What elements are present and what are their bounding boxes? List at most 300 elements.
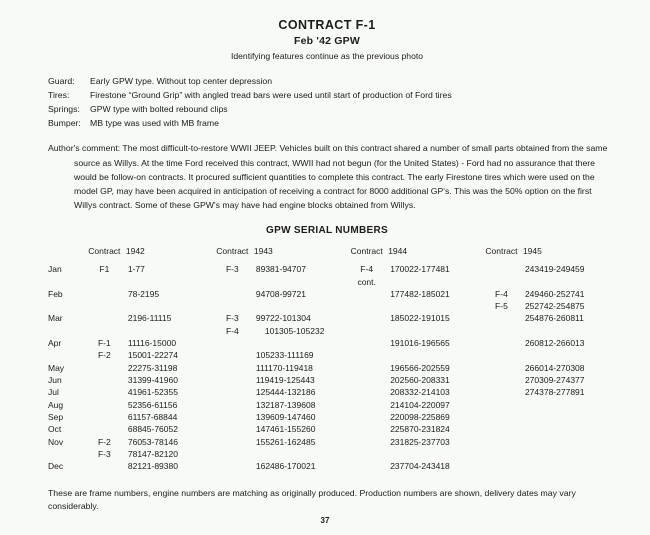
cell-line: 78147-82120 <box>127 448 178 459</box>
cell-stack <box>211 362 254 374</box>
row-month-label: Jan <box>48 264 62 275</box>
cell-line: 125444-132186 <box>255 387 316 398</box>
table-row <box>48 337 610 362</box>
cell-stack <box>480 436 523 448</box>
cell-contract2 <box>211 337 254 362</box>
page-number: 37 <box>320 516 330 525</box>
cell-contract4 <box>480 374 523 386</box>
spec-value: Early GPW type. Without top center depression <box>90 76 273 87</box>
cell-line: 139609-147460 <box>255 411 316 422</box>
cell-contract2 <box>211 263 254 288</box>
cell-year1943 <box>254 399 345 411</box>
table-row <box>48 436 610 461</box>
cell-stack <box>388 337 480 349</box>
cell-year1945 <box>523 263 610 288</box>
cell-stack <box>345 460 388 472</box>
author-comment <box>48 141 608 211</box>
table-row <box>48 362 610 374</box>
cell-contract1 <box>83 337 126 362</box>
cell-stack <box>345 436 388 448</box>
cell-stack <box>211 423 254 435</box>
cell-year1945 <box>523 423 610 435</box>
cell-stack <box>345 288 388 300</box>
spec-value: Firestone “Ground Grip” with angled tread bars were used until start of production of Ford tires <box>90 90 452 101</box>
table-row <box>48 374 610 386</box>
cell-year1942 <box>126 263 211 288</box>
cell-contract2 <box>211 374 254 386</box>
cell-stack <box>345 337 388 349</box>
row-month-label: Mar <box>48 313 63 324</box>
cell-stack <box>345 411 388 423</box>
cell-contract1 <box>83 399 126 411</box>
cell-stack <box>211 399 254 411</box>
cell-stack <box>211 436 254 448</box>
row-month-label: Aug <box>48 399 64 410</box>
spec-row <box>48 75 610 89</box>
cell-year1943 <box>254 423 345 435</box>
cell-line: F-4 <box>495 288 508 299</box>
cell-stack <box>211 411 254 423</box>
cell-line: 155261-162485 <box>255 436 316 447</box>
cell-stack <box>523 399 610 411</box>
spec-row <box>48 117 610 131</box>
cell-stack <box>211 312 254 337</box>
cell-stack <box>254 263 345 275</box>
cell-line: 214104-220097 <box>390 399 450 410</box>
cell-stack <box>211 337 254 349</box>
column-header-contract-1944: Contract <box>350 245 383 256</box>
cell-line: 94708-99721 <box>255 288 306 299</box>
cell-contract3 <box>345 436 388 461</box>
cell-stack <box>254 436 345 448</box>
spec-value: GPW type with bolted rebound clips <box>90 103 228 114</box>
cell-stack <box>388 362 480 374</box>
cell-contract4 <box>480 386 523 398</box>
cell-year1944 <box>388 399 480 411</box>
cell-stack <box>254 312 345 337</box>
cell-contract3 <box>345 423 388 435</box>
cell-year1945 <box>523 460 610 472</box>
cell-stack <box>126 423 211 435</box>
cell-line: 202560-208331 <box>390 375 450 386</box>
cell-stack <box>211 460 254 472</box>
cell-contract3 <box>345 337 388 362</box>
cell-stack <box>523 337 610 349</box>
cell-stack <box>480 411 523 423</box>
spec-label: Springs: <box>48 103 80 114</box>
table-body <box>48 263 610 472</box>
cell-contract2 <box>211 362 254 374</box>
cell-year1945 <box>523 386 610 398</box>
cell-stack <box>480 374 523 386</box>
cell-contract4 <box>480 288 523 313</box>
cell-year1944 <box>388 263 480 288</box>
cell-contract2 <box>211 423 254 435</box>
cell-year1943 <box>254 337 345 362</box>
photo-caption: Identifying features continue as the previous photo <box>230 51 424 62</box>
cell-line: 270309-274377 <box>524 375 585 386</box>
cell-line: 225870-231824 <box>390 424 450 435</box>
cell-stack <box>480 263 523 275</box>
cell-line: 208332-214103 <box>390 387 450 398</box>
cell-line: 237704-243418 <box>390 461 450 472</box>
cell-year1945 <box>523 374 610 386</box>
cell-line: 1-77 <box>127 264 145 275</box>
column-header-contract-1943: Contract <box>216 245 249 256</box>
row-month-label: Dec <box>48 461 64 472</box>
cell-year1944 <box>388 374 480 386</box>
cell-year1943 <box>254 263 345 288</box>
cell-line: 162486-170021 <box>255 461 316 472</box>
cell-line: 260812-266013 <box>524 338 585 349</box>
cell-contract4 <box>480 263 523 288</box>
cell-year1944 <box>388 460 480 472</box>
cell-stack <box>126 411 211 423</box>
cell-year1942 <box>126 399 211 411</box>
spec-value: MB type was used with MB frame <box>90 117 219 128</box>
cell-year1944 <box>388 436 480 461</box>
cell-line: 99722-101304 <box>255 313 311 324</box>
cell-contract4 <box>480 411 523 423</box>
row-month-label: Sep <box>48 411 64 422</box>
cell-stack <box>388 386 480 398</box>
cell-stack <box>345 423 388 435</box>
cell-year1943 <box>254 436 345 461</box>
cell-stack <box>254 460 345 472</box>
cell-stack <box>83 460 126 472</box>
spec-row <box>48 103 610 117</box>
cell-stack <box>254 362 345 374</box>
cell-stack <box>345 312 388 324</box>
cell-stack <box>388 399 480 411</box>
cell-stack <box>388 411 480 423</box>
cell-year1942 <box>126 436 211 461</box>
row-month-label: May <box>48 362 65 373</box>
cell-year1945 <box>523 411 610 423</box>
cell-contract2 <box>211 288 254 313</box>
cell-stack <box>523 436 610 448</box>
column-header-contract-1945: Contract <box>485 245 518 256</box>
cell-contract3 <box>345 263 388 288</box>
cell-year1942 <box>126 386 211 398</box>
cell-line: 147461-155260 <box>255 424 316 435</box>
cell-line: 52356-61156 <box>127 399 178 410</box>
cell-contract4 <box>480 399 523 411</box>
cell-contract3 <box>345 312 388 337</box>
cell-year1944 <box>388 337 480 362</box>
cell-stack <box>83 374 126 386</box>
cell-stack <box>345 374 388 386</box>
cell-contract4 <box>480 423 523 435</box>
cell-stack <box>523 362 610 374</box>
cell-stack <box>254 288 345 300</box>
cell-stack <box>345 399 388 411</box>
cell-line: F-4 <box>225 325 239 336</box>
cell-stack <box>83 411 126 423</box>
cell-line: 252742-254875 <box>524 301 585 312</box>
cell-year1942 <box>126 423 211 435</box>
cell-stack <box>388 374 480 386</box>
table-row <box>48 386 610 398</box>
cell-contract1 <box>83 460 126 472</box>
cell-line: F-1 <box>97 338 111 349</box>
cell-year1943 <box>254 312 345 337</box>
cell-stack <box>126 436 211 461</box>
cell-line: 196566-202559 <box>390 362 450 373</box>
cell-contract2 <box>211 411 254 423</box>
row-month-label: Feb <box>48 288 63 299</box>
table-row <box>48 411 610 423</box>
cell-stack <box>523 312 610 324</box>
cell-stack <box>254 386 345 398</box>
table-row <box>48 460 610 472</box>
cell-contract1 <box>83 263 126 288</box>
cell-year1943 <box>254 374 345 386</box>
table-header <box>48 245 610 263</box>
cell-contract3 <box>345 460 388 472</box>
cell-year1945 <box>523 312 610 337</box>
cell-year1945 <box>523 337 610 362</box>
cell-stack <box>345 263 388 288</box>
cell-contract2 <box>211 460 254 472</box>
cell-year1942 <box>126 288 211 313</box>
column-header-1944: 1944 <box>388 245 408 256</box>
cell-stack <box>126 460 211 472</box>
cell-line: F-3 <box>225 313 239 324</box>
cell-stack <box>480 460 523 472</box>
cell-year1945 <box>523 399 610 411</box>
author-comment-text: Author's comment: The most difficult-to-restore WWII JEEP. Vehicles built on this contract shared a number of small parts obtained from the same source as Willys. At the time Ford received this contract, WWII had not begun (for the United States) - Ford had no assurance that there would be follow-on contracts. It procured sufficient quantities to complete this contract. The early Firestone tires which were used on the model GP, may have been acquired in anticipation of receiving a contract for 8000 additional GP's. This was the 50% option on the first Willys contract. Some of these GPW's may have had engine blocks obtained from Willys. <box>48 143 608 210</box>
cell-line: 82121-89380 <box>127 461 178 472</box>
row-month-label: Nov <box>48 436 64 447</box>
cell-contract4 <box>480 312 523 337</box>
cell-stack <box>83 362 126 374</box>
cell-line: 111170-119418 <box>255 362 313 373</box>
cell-stack <box>345 386 388 398</box>
cell-stack <box>126 337 211 362</box>
cell-contract3 <box>345 288 388 313</box>
cell-stack <box>523 460 610 472</box>
cell-stack <box>254 337 345 362</box>
cell-stack <box>388 423 480 435</box>
cell-stack <box>388 460 480 472</box>
cell-stack <box>254 411 345 423</box>
cell-line: 68845-76052 <box>127 424 178 435</box>
cell-year1942 <box>126 362 211 374</box>
cell-stack <box>254 399 345 411</box>
cell-year1942 <box>126 411 211 423</box>
page-title: CONTRACT F-1 <box>278 18 376 32</box>
cell-stack <box>211 263 254 275</box>
cell-line: F-3 <box>97 448 111 459</box>
cell-contract3 <box>345 386 388 398</box>
table-row <box>48 312 610 337</box>
cell-line: 132187-139608 <box>255 399 316 410</box>
cell-stack <box>126 386 211 398</box>
cell-line: F-4 <box>360 264 374 275</box>
cell-stack <box>126 362 211 374</box>
table-row <box>48 288 610 313</box>
cell-stack <box>126 312 211 324</box>
table-row <box>48 423 610 435</box>
cell-stack <box>345 362 388 374</box>
cell-year1945 <box>523 436 610 461</box>
cell-contract3 <box>345 374 388 386</box>
cell-year1944 <box>388 411 480 423</box>
cell-stack <box>211 374 254 386</box>
row-month-label: Oct <box>48 424 62 435</box>
cell-stack <box>83 399 126 411</box>
cell-year1942 <box>126 312 211 337</box>
cell-stack <box>523 423 610 435</box>
cell-stack <box>523 386 610 398</box>
cell-line: F-2 <box>97 436 111 447</box>
cell-line: 89381-94707 <box>255 264 306 275</box>
cell-stack <box>254 374 345 386</box>
cell-contract4 <box>480 362 523 374</box>
cell-stack <box>388 312 480 324</box>
column-header-month <box>48 245 83 263</box>
cell-line: 76053-78146 <box>127 436 178 447</box>
title-block <box>44 18 610 62</box>
spec-label: Guard: <box>48 76 75 87</box>
table-footnote: These are frame numbers, engine numbers are matching as originally produced. Production numbers are shown, delivery dates may vary considerably. <box>48 487 576 512</box>
cell-stack <box>388 263 480 275</box>
page-subtitle: Feb '42 GPW <box>294 34 360 47</box>
cell-year1944 <box>388 362 480 374</box>
cell-line: 31399-41960 <box>127 375 178 386</box>
cell-year1943 <box>254 460 345 472</box>
cell-stack <box>83 337 126 362</box>
row-month-label: Jul <box>48 387 59 398</box>
specification-list <box>48 75 610 130</box>
cell-line: F-3 <box>225 264 239 275</box>
table-row <box>48 263 610 288</box>
column-header-contract-1942: Contract <box>88 245 121 256</box>
cell-contract4 <box>480 436 523 461</box>
spec-label: Bumper: <box>48 117 81 128</box>
cell-stack <box>126 399 211 411</box>
cell-year1944 <box>388 288 480 313</box>
cell-line: cont. <box>357 276 376 287</box>
cell-contract4 <box>480 460 523 472</box>
cell-stack <box>480 386 523 398</box>
cell-line: 78-2195 <box>127 288 160 299</box>
cell-stack <box>480 362 523 374</box>
spec-row <box>48 89 610 103</box>
cell-line: F-2 <box>97 350 111 361</box>
cell-stack <box>480 337 523 349</box>
cell-contract1 <box>83 288 126 313</box>
cell-year1942 <box>126 337 211 362</box>
cell-line: 101305-105232 <box>264 325 325 336</box>
cell-contract3 <box>345 399 388 411</box>
cell-line: 105233-111169 <box>255 350 314 361</box>
cell-contract1 <box>83 411 126 423</box>
cell-line: F-5 <box>495 301 508 312</box>
cell-year1944 <box>388 386 480 398</box>
cell-year1945 <box>523 288 610 313</box>
cell-year1944 <box>388 423 480 435</box>
cell-contract2 <box>211 399 254 411</box>
cell-line: 22275-31198 <box>127 362 178 373</box>
cell-line: 185022-191015 <box>390 313 450 324</box>
cell-stack <box>388 288 480 300</box>
cell-stack <box>523 288 610 313</box>
cell-contract1 <box>83 362 126 374</box>
cell-stack <box>480 399 523 411</box>
cell-contract2 <box>211 386 254 398</box>
cell-line: 2196-11115 <box>127 313 172 324</box>
cell-stack <box>126 374 211 386</box>
cell-contract1 <box>83 386 126 398</box>
cell-stack <box>523 374 610 386</box>
cell-contract2 <box>211 436 254 461</box>
cell-contract1 <box>83 374 126 386</box>
cell-stack <box>83 436 126 461</box>
cell-stack <box>211 386 254 398</box>
row-month-label: Jun <box>48 375 62 386</box>
cell-contract2 <box>211 312 254 337</box>
cell-year1945 <box>523 362 610 374</box>
cell-year1943 <box>254 386 345 398</box>
cell-year1943 <box>254 411 345 423</box>
column-header-1945: 1945 <box>522 245 542 256</box>
cell-stack <box>480 423 523 435</box>
row-month-label: Apr <box>48 338 62 349</box>
cell-line: 266014-270308 <box>524 362 585 373</box>
cell-line: F1 <box>99 264 110 275</box>
cell-line: 254876-260811 <box>524 313 584 324</box>
cell-line: 15001-22274 <box>127 350 178 361</box>
cell-stack <box>83 288 126 300</box>
cell-stack <box>388 436 480 448</box>
cell-year1942 <box>126 374 211 386</box>
cell-stack <box>83 386 126 398</box>
cell-contract3 <box>345 362 388 374</box>
cell-year1943 <box>254 288 345 313</box>
cell-line <box>256 337 345 349</box>
cell-year1944 <box>388 312 480 337</box>
cell-year1943 <box>254 362 345 374</box>
spec-label: Tires: <box>48 90 70 101</box>
cell-line: 170022-177481 <box>390 264 450 275</box>
cell-year1942 <box>126 460 211 472</box>
cell-contract3 <box>345 411 388 423</box>
cell-line: 243419-249459 <box>524 264 585 275</box>
cell-stack <box>83 423 126 435</box>
cell-stack <box>83 312 126 324</box>
cell-stack <box>211 288 254 300</box>
serial-numbers-table <box>48 245 610 473</box>
cell-stack <box>523 263 610 275</box>
table-header-row <box>48 245 610 263</box>
column-header-1943: 1943 <box>253 245 273 256</box>
cell-line: 61157-68844 <box>127 411 178 422</box>
cell-line: 231825-237703 <box>390 436 450 447</box>
cell-contract1 <box>83 312 126 337</box>
cell-stack <box>523 411 610 423</box>
cell-contract4 <box>480 337 523 362</box>
cell-line: 191016-196565 <box>390 338 450 349</box>
cell-line: 249460-252741 <box>524 288 585 299</box>
table-row <box>48 399 610 411</box>
cell-line: 177482-185021 <box>390 288 450 299</box>
cell-line: 119419-125443 <box>255 375 315 386</box>
cell-stack <box>83 263 126 275</box>
cell-line: 11116-15000 <box>127 338 177 349</box>
cell-contract1 <box>83 423 126 435</box>
